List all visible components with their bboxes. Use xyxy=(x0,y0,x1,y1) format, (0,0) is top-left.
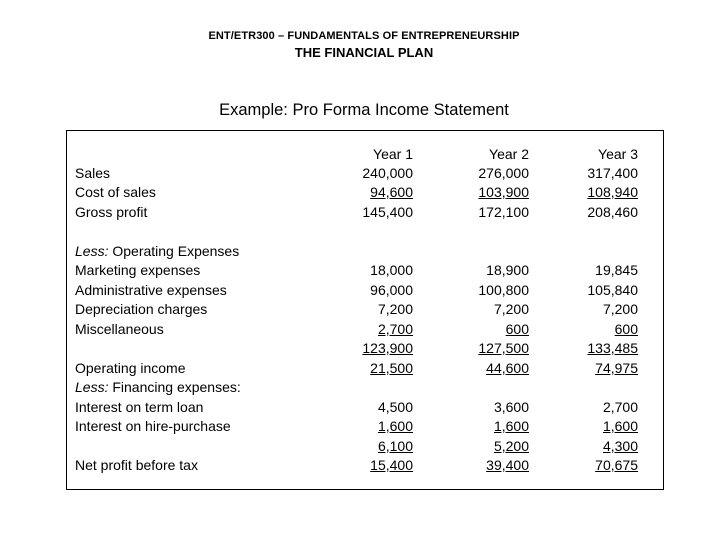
table-row xyxy=(67,203,663,222)
row-label xyxy=(75,378,241,397)
row-label: Depreciation charges xyxy=(75,301,208,317)
section-label: Financing expenses: xyxy=(112,379,241,395)
cell-year-2: 44,600 xyxy=(486,360,529,376)
cell-year-3: 19,845 xyxy=(595,262,638,278)
cell-year-2: 18,900 xyxy=(486,262,529,278)
cell-year-1: 123,900 xyxy=(362,340,413,356)
cell-year-3: 70,675 xyxy=(595,457,638,473)
cell-year-2: 3,600 xyxy=(493,399,529,415)
cell-year-2: 276,000 xyxy=(478,165,529,181)
row-label: Gross profit xyxy=(75,204,148,220)
row-label: Sales xyxy=(75,165,111,181)
income-statement-table xyxy=(66,130,664,490)
row-label: Operating income xyxy=(75,360,186,376)
cell-year-1: 240,000 xyxy=(362,165,413,181)
table-row xyxy=(67,164,663,183)
label-prefix: Less: xyxy=(75,243,109,259)
cell-year-1: 1,600 xyxy=(377,418,413,434)
cell-year-2: 172,100 xyxy=(478,204,529,220)
cell-year-1: 21,500 xyxy=(370,360,413,376)
statement-subtitle: Example: Pro Forma Income Statement xyxy=(219,101,509,119)
column-header-year-3: Year 3 xyxy=(598,146,638,162)
page-title: THE FINANCIAL PLAN xyxy=(294,45,434,60)
row-label: Miscellaneous xyxy=(75,321,164,337)
row-label xyxy=(75,242,239,261)
section-label: Operating Expenses xyxy=(112,243,240,259)
cell-year-1: 18,000 xyxy=(370,262,413,278)
cell-year-1: 7,200 xyxy=(377,301,413,317)
subtotal-row xyxy=(67,437,663,456)
row-label: Cost of sales xyxy=(75,184,156,200)
cell-year-3: 74,975 xyxy=(595,360,638,376)
column-header-year-2: Year 2 xyxy=(489,146,529,162)
cell-year-1: 94,600 xyxy=(370,184,413,200)
cell-year-3: 2,700 xyxy=(602,399,638,415)
cell-year-3: 108,940 xyxy=(587,184,638,200)
cell-year-2: 1,600 xyxy=(493,418,529,434)
cell-year-3: 1,600 xyxy=(602,418,638,434)
table-row xyxy=(67,417,663,436)
section-heading-row xyxy=(67,242,663,261)
row-label: Interest on hire-purchase xyxy=(75,418,231,434)
subtotal-row xyxy=(67,339,663,358)
column-header-row xyxy=(67,145,663,164)
column-header-year-1: Year 1 xyxy=(373,146,413,162)
row-label: Interest on term loan xyxy=(75,399,204,415)
table-row xyxy=(67,398,663,417)
cell-year-2: 100,800 xyxy=(478,282,529,298)
table-row xyxy=(67,456,663,475)
cell-year-2: 103,900 xyxy=(478,184,529,200)
cell-year-1: 15,400 xyxy=(370,457,413,473)
table-row xyxy=(67,300,663,319)
cell-year-1: 96,000 xyxy=(370,282,413,298)
cell-year-2: 7,200 xyxy=(493,301,529,317)
cell-year-2: 600 xyxy=(505,321,529,337)
cell-year-1: 145,400 xyxy=(362,204,413,220)
cell-year-2: 127,500 xyxy=(478,340,529,356)
cell-year-3: 208,460 xyxy=(587,204,638,220)
row-label: Net profit before tax xyxy=(75,457,198,473)
cell-year-3: 105,840 xyxy=(587,282,638,298)
cell-year-3: 600 xyxy=(614,321,638,337)
course-header: ENT/ETR300 – FUNDAMENTALS OF ENTREPRENEURSHIP xyxy=(208,30,520,42)
cell-year-1: 4,500 xyxy=(377,399,413,415)
table-row xyxy=(67,281,663,300)
label-prefix: Less: xyxy=(75,379,109,395)
cell-year-2: 39,400 xyxy=(486,457,529,473)
cell-year-1: 2,700 xyxy=(377,321,413,337)
row-label: Marketing expenses xyxy=(75,262,201,278)
cell-year-3: 317,400 xyxy=(587,165,638,181)
table-row xyxy=(67,261,663,280)
table-row xyxy=(67,320,663,339)
cell-year-1: 6,100 xyxy=(377,438,413,454)
table-row xyxy=(67,359,663,378)
cell-year-3: 133,485 xyxy=(587,340,638,356)
cell-year-3: 7,200 xyxy=(602,301,638,317)
cell-year-2: 5,200 xyxy=(493,438,529,454)
section-heading-row xyxy=(67,378,663,397)
row-label: Administrative expenses xyxy=(75,282,227,298)
table-row xyxy=(67,183,663,202)
cell-year-3: 4,300 xyxy=(602,438,638,454)
